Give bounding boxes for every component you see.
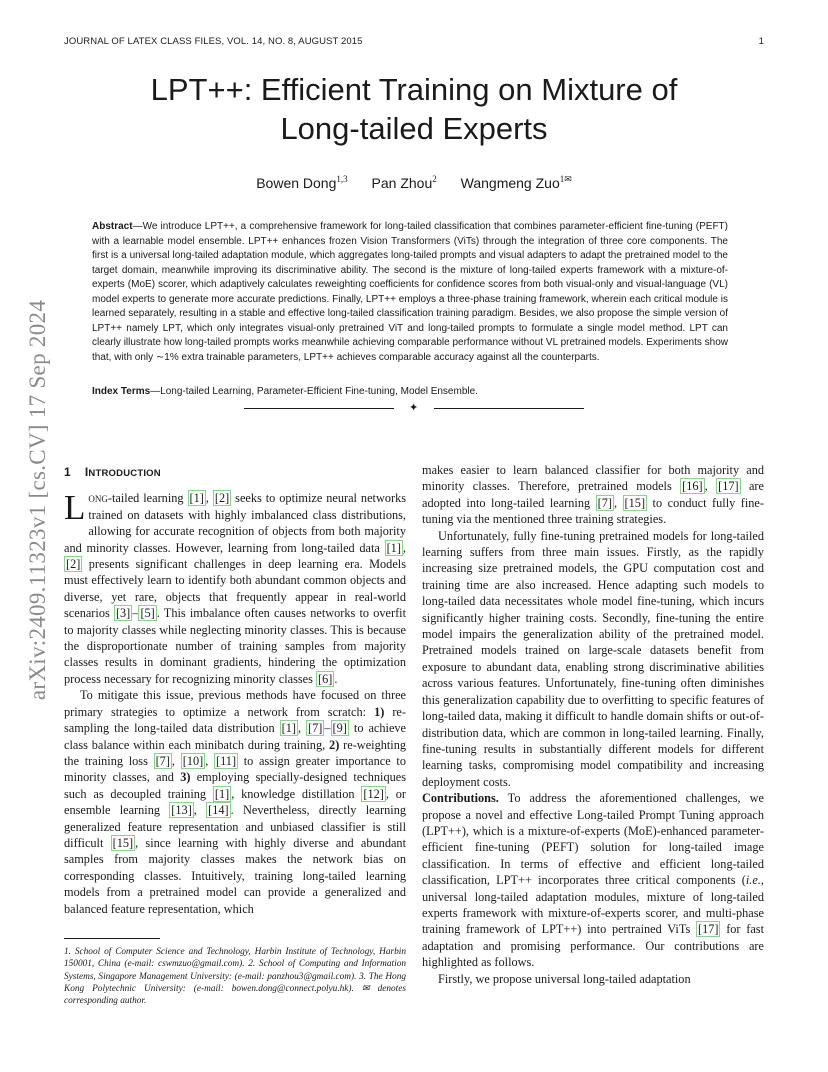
text-span: , — [297, 721, 307, 736]
citation-link[interactable]: [15] — [624, 495, 646, 510]
text-span: To address the aforementioned challenges, we propose a novel and effective Long-tailed Prompt Tuning approach (LPT++), which is a mixture-of-experts (MoE)-enhanced parameter-efficient fine-tuning (PEFT) solution for long-tailed image classification. In terms of effective and efficient long-tailed classification, LPT++ incorporates three critical components ( — [422, 791, 764, 888]
smallcaps-text: ong — [88, 491, 108, 506]
text-span: , — [402, 540, 406, 555]
citation-link[interactable]: [15] — [112, 835, 134, 850]
text-span: , — [704, 479, 717, 494]
divider-line-right — [434, 408, 584, 409]
text-span: . Nevertheless, directly learning generalized feature representation and unbiased classifier is still difficult — [64, 803, 406, 850]
citation-link[interactable]: [7] — [308, 721, 323, 736]
text-span: , — [205, 491, 213, 506]
text-span: re-sampling the long-tailed data distribution — [64, 704, 406, 736]
list-marker: 3) — [180, 770, 191, 785]
text-span: , — [205, 753, 215, 768]
citation-link[interactable]: [2] — [214, 491, 230, 506]
footnote-rule — [64, 938, 160, 939]
text-span: presents significant challenges in deep learning era. Models must effectively learn to identify both abundant common objects and diverse, yet rare, objects that frequently appear in real-world scenarios — [64, 557, 406, 621]
affiliation-footnote: 1. School of Computer Science and Technology, Harbin Institute of Technology, Harbin 150001, China (e-mail: cswmzuo@gmail.com). 2. School of Computing and Information Systems, Singapore Management University: (e-mail: panzhou3@gmail.com). 3. The Hong Kong Polytechnic University: (e-mail: bowen.dong@connect.polyu.hk). ✉ denotes corresponding author. — [64, 947, 406, 1007]
author — [256, 175, 347, 191]
section-divider — [244, 403, 584, 415]
right-column — [422, 462, 764, 987]
text-span: employing specially-designed techniques such as decoupled training — [64, 770, 406, 801]
running-header — [64, 36, 764, 50]
paragraph — [64, 490, 406, 687]
text-span: , — [613, 495, 623, 510]
citation-link[interactable]: [11] — [216, 753, 237, 768]
divider-line-left — [244, 408, 394, 409]
citation-link[interactable]: [5] — [140, 606, 155, 621]
text-span: , — [171, 753, 181, 768]
index-terms-label: Index Terms — [92, 386, 151, 397]
citation-link[interactable]: [16] — [682, 479, 703, 494]
citation-link[interactable]: [1] — [281, 721, 296, 736]
author — [372, 175, 437, 191]
paragraph — [422, 790, 764, 970]
citation-link[interactable]: [2] — [66, 557, 81, 572]
text-span: for fast adaptation and promising performance. Our contributions are highlighted as follows. — [422, 922, 764, 970]
list-marker: 1) — [374, 704, 385, 719]
citation-link[interactable]: [1] — [189, 491, 204, 506]
citation-link[interactable]: [10] — [182, 753, 204, 768]
citation-link[interactable]: [12] — [363, 786, 384, 801]
paragraph-label: Contributions. — [422, 791, 499, 806]
paragraph — [422, 462, 764, 528]
title-line-1: LPT++: Efficient Training on Mixture of — [150, 72, 678, 107]
abstract-label: Abstract — [92, 221, 133, 232]
text-span: are adopted into long-tailed learning — [422, 479, 764, 510]
paper-title — [64, 70, 764, 148]
text-span: to assign greater importance to minority classes, and — [64, 753, 406, 785]
title-line-2: Long-tailed Experts — [280, 111, 548, 146]
citation-link[interactable]: [7] — [155, 753, 170, 768]
text-span: , — [193, 803, 207, 818]
paragraph: Unfortunately, fully fine-tuning pretrained models for long-tailed learning suffers from three main issues. Firstly, as the rapidly increasing size pretrained models, the GPU computation cost and training time are also increased. Hence adapting such models to long-tailed data necessitates whole model fine-tuning, which incurs significantly higher training costs. Secondly, fine-tuning the entire model impairs the generalization ability of the pretrained model. Pretrained models trained on large-scale datasets benefit from exposure to abundant data, enabling strong discriminative abilities across various features. Unfortunately, fine-tuning often diminishes this generalization capability due to overfitting to specific features of long-tailed data, making it difficult to handle domain shifts or out-of-distribution data, which are common in long-tailed learning. Finally, fine-tuning results in substantially different models for different learning tasks, compromising model compatibility and increasing deployment costs. — [422, 528, 764, 789]
arxiv-side-stamp — [18, 290, 58, 710]
author-name: Pan Zhou — [371, 175, 433, 191]
citation-link[interactable]: [6] — [318, 671, 333, 686]
text-span: . This imbalance often causes networks to overfit to majority classes while neglecting minority classes. This is because the disproportionate number of training samples from majority classes results in dominant gradients, hindering the optimization process necessary for recognizing minority classes — [64, 606, 407, 686]
author-name: Bowen Dong — [256, 175, 337, 191]
index-terms — [92, 386, 728, 397]
text-span: makes easier to learn balanced classifier for both majority and minority classes. Therefore, pretrained models — [422, 463, 764, 494]
citation-link[interactable]: [9] — [332, 721, 347, 736]
paragraph — [64, 687, 406, 917]
citation-link[interactable]: [3] — [115, 606, 131, 621]
text-span: seeks to optimize neural networks trained on datasets with highly imbalanced class distributions, allowing for accurate recognition of objects from both majority and minority classes. However, learning from long-tailed data — [64, 491, 406, 555]
author — [461, 175, 572, 191]
section-title-initial: I — [84, 465, 89, 479]
author-affiliation: 1,3 — [336, 174, 348, 184]
author-affiliation: 1✉ — [559, 174, 572, 184]
text-span: , universal long-tailed adaptation modules, mixture of long-tailed experts framework with mixture-of-experts scorer, and multi-phase training framework of LPT++) into pertrained ViTs — [422, 873, 764, 937]
text-span: – — [132, 606, 139, 621]
paragraph: Firstly, we propose universal long-tailed adaptation — [438, 971, 691, 986]
section-heading — [64, 464, 406, 482]
author-name: Wangmeng Zuo — [460, 175, 560, 191]
abstract — [92, 220, 728, 365]
left-column — [64, 462, 406, 917]
text-span: , since learning with highly diverse and abundant samples from majority classes makes the network bias on corresponding classes. Intuitively, training long-tailed learning models from a pretrained model can provide a generalized and balanced feature representation, which — [64, 835, 406, 916]
diamond-icon: ✦ — [409, 402, 419, 414]
author-list — [64, 174, 764, 191]
section-title-rest: NTRODUCTION — [88, 468, 161, 479]
abstract-text: —We introduce LPT++, a comprehensive framework for long-tailed classification that combines parameter-efficient fine-tuning (PEFT) with a learnable model ensemble. LPT++ enhances frozen Vision Transformers (ViTs) through the integration of three core components. The first is a universal long-tailed adaptation module, which aggregates long-tailed prompts and visual adapters to adapt the pretrained model to the target domain, meanwhile improving its discriminative ability. The second is the mixture of long-tailed experts framework with a mixture-of-experts (MoE) scorer, which adaptively calculates reweighting coefficients for confidence scores from both visual-only and visual-language (VL) model experts to generate more accurate predictions. Finally, LPT++ employs a three-phase training framework, wherein each critical module is learned separately, resulting in a stable and effective long-tailed classification training paradigm. Besides, we also propose the simple version of LPT++ namely LPT, which only integrates visual-only pretrained ViT and long-tailed prompts to formulate a single model method. LPT can clearly illustrate how long-tailed prompts works meanwhile achieving comparable performance without VL pretrained models. Experiments show that, with only ∼1% extra trainable parameters, LPT++ achieves comparable accuracy against all the counterparts. — [92, 221, 728, 363]
text-span: to conduct fully fine-tuning via the mentioned three training strategies. — [422, 495, 764, 527]
page-number: 1 — [758, 36, 764, 47]
citation-link[interactable]: [17] — [718, 479, 739, 494]
text-span: . — [334, 671, 338, 686]
text-span: , knowledge distillation — [231, 786, 362, 801]
citation-link[interactable]: [17] — [697, 922, 719, 937]
citation-link[interactable]: [1] — [214, 786, 230, 801]
text-span: re-weighting the training loss — [64, 737, 406, 768]
index-terms-text: —Long-tailed Learning, Parameter-Efficient Fine-tuning, Model Ensemble. — [150, 386, 478, 397]
section-number: 1 — [64, 465, 71, 479]
author-affiliation: 2 — [432, 174, 437, 184]
text-span: – — [324, 721, 331, 736]
drop-cap: L — [64, 488, 86, 528]
list-marker: 2) — [329, 737, 340, 752]
citation-link[interactable]: [7] — [597, 495, 612, 510]
citation-link[interactable]: [1] — [386, 540, 401, 555]
text-span: To mitigate this issue, previous methods have focused on three primary strategies to optimize a network from scratch: — [64, 688, 406, 719]
journal-name: JOURNAL OF LATEX CLASS FILES, VOL. 14, NO. 8, AUGUST 2015 — [64, 36, 363, 47]
arxiv-identifier: arXiv:2409.11323v1 [cs.CV] 17 Sep 2024 — [25, 299, 50, 701]
text-span: to achieve class balance within each minibatch during training, — [64, 721, 407, 752]
text-span: -tailed learning — [107, 491, 188, 506]
text-span: , or ensemble learning — [64, 786, 406, 818]
citation-link[interactable]: [14] — [208, 803, 229, 818]
citation-link[interactable]: [13] — [171, 803, 192, 818]
text-span: i.e. — [745, 873, 761, 888]
